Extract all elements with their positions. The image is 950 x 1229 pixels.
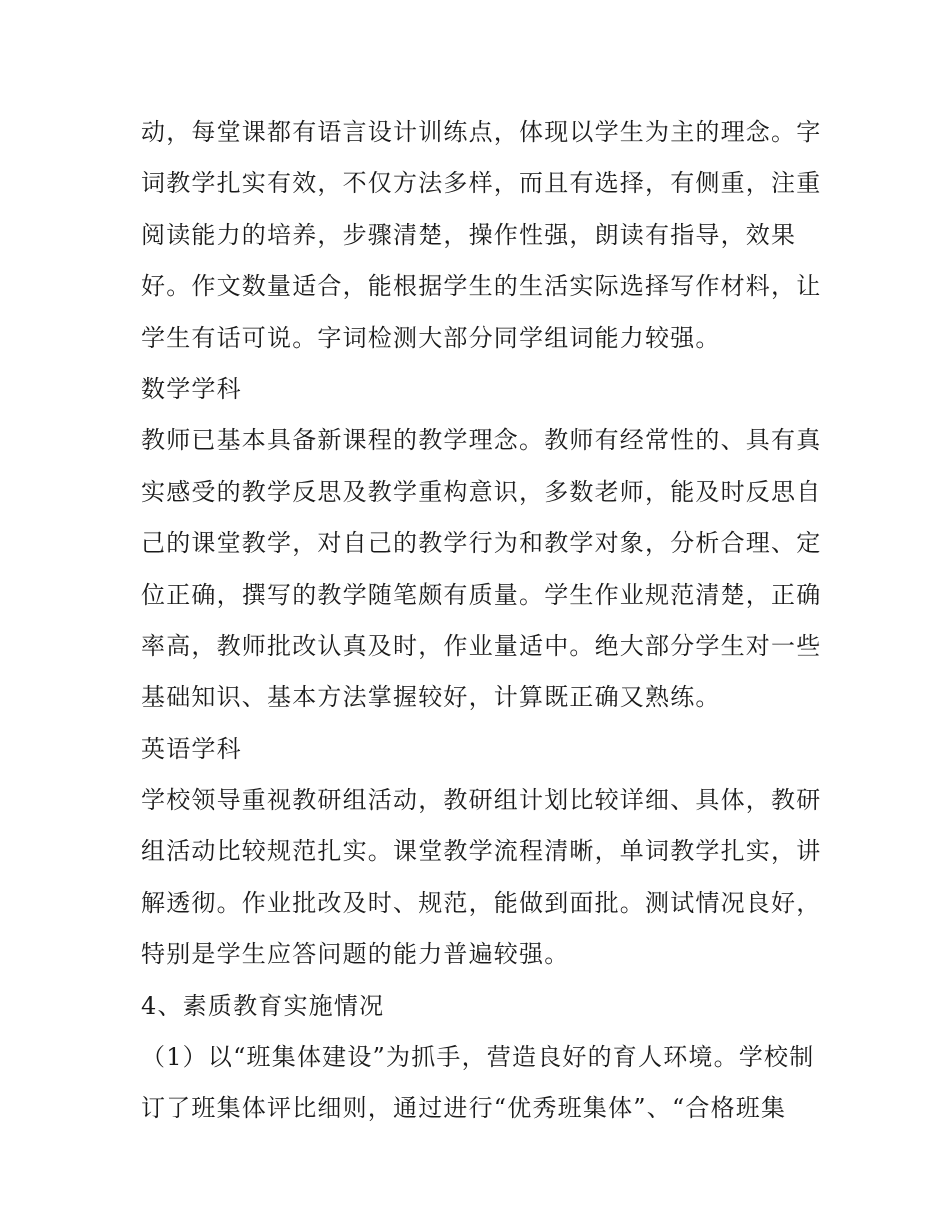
text-line: 组活动比较规范扎实。课堂教学流程清晰，单词教学扎实，讲	[141, 837, 822, 866]
text-line: 基础知识、基本方法掌握较好，计算既正确又熟练。	[141, 683, 721, 712]
text-line: 学校领导重视教研组活动，教研组计划比较详细、具体，教研	[141, 786, 822, 815]
text-line: 阅读能力的培养，步骤清楚，操作性强，朗读有指导，效果	[141, 220, 797, 249]
section-heading-english: 英语学科	[141, 734, 242, 763]
text-line: 位正确，撰写的教学随笔颇有质量。学生作业规范清楚，正确	[141, 580, 822, 609]
text-line: 率高，教师批改认真及时，作业量适中。绝大部分学生对一些	[141, 631, 822, 660]
section-heading-math: 数学学科	[141, 374, 242, 403]
text-line: 动，每堂课都有语言设计训练点，体现以学生为主的理念。字	[141, 118, 822, 146]
text-line: 特别是学生应答问题的能力普遍较强。	[141, 940, 570, 969]
text-line: （1）以“班集体建设”为抓手，营造良好的育人环境。学校制	[141, 1043, 815, 1072]
text-line: 词教学扎实有效，不仅方法多样，而且有选择，有侧重，注重	[141, 169, 822, 198]
text-line: 己的课堂教学，对自己的教学行为和教学对象，分析合理、定	[141, 529, 822, 558]
text-line: 好。作文数量适合，能根据学生的生活实际选择写作材料，让	[141, 272, 822, 301]
text-line: 订了班集体评比细则，通过进行“优秀班集体”、“合格班集	[141, 1094, 787, 1123]
text-line: 解透彻。作业批改及时、规范，能做到面批。测试情况良好，	[141, 888, 822, 917]
section-heading-quality-education: 4、素质教育实施情况	[141, 991, 385, 1020]
text-line: 教师已基本具备新课程的教学理念。教师有经常性的、具有真	[141, 426, 822, 455]
text-line: 实感受的教学反思及教学重构意识，多数老师，能及时反思自	[141, 477, 822, 506]
document-body	[141, 107, 821, 1135]
text-line: 学生有话可说。字词检测大部分同学组词能力较强。	[141, 323, 721, 352]
